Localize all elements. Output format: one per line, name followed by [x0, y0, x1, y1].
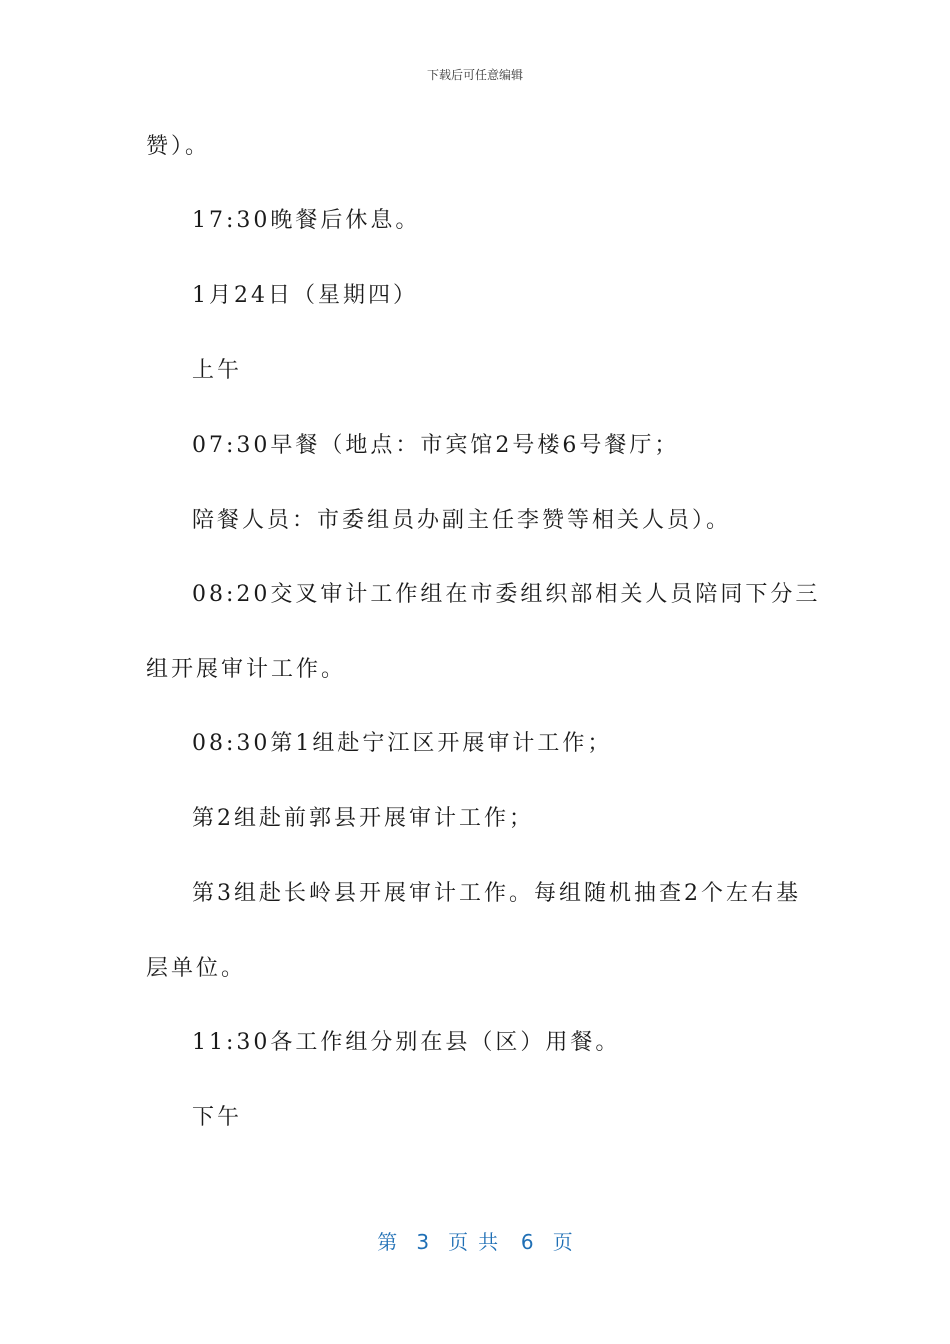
- page-prefix: 第: [377, 1230, 398, 1254]
- page-middle: 页共: [448, 1230, 509, 1254]
- page-footer: [0, 1226, 950, 1255]
- paragraph-line: 赞）。: [146, 134, 211, 159]
- header-note: 下载后可任意编辑: [426, 68, 523, 82]
- paragraph-line: 上午: [192, 358, 243, 383]
- paragraph-line: 组开展审计工作。: [146, 657, 347, 682]
- paragraph-line: 陪餐人员：市委组员办副主任李赞等相关人员）。: [192, 508, 732, 533]
- paragraph-line: 08:30第1组赴宁江区开展审计工作；: [192, 731, 613, 756]
- page-number: 3: [416, 1230, 430, 1254]
- paragraph-line: 07:30早餐（地点：市宾馆2号楼6号餐厅；: [192, 433, 680, 458]
- paragraph-line: 第3组赴长岭县开展审计工作。每组随机抽查2个左右基: [192, 881, 801, 906]
- total-pages: 6: [520, 1230, 534, 1254]
- paragraph-line: 层单位。: [146, 956, 247, 981]
- paragraph-line: 08:20交叉审计工作组在市委组织部相关人员陪同下分三: [192, 582, 821, 607]
- page-suffix: 页: [552, 1230, 573, 1254]
- paragraph-line: 17:30晚餐后休息。: [192, 208, 421, 233]
- paragraph-line: 下午: [192, 1105, 243, 1130]
- paragraph-line: 11:30各工作组分别在县（区）用餐。: [192, 1030, 621, 1055]
- paragraph-line: 第2组赴前郭县开展审计工作；: [192, 806, 534, 831]
- paragraph-line: 1月24日（星期四）: [192, 283, 418, 308]
